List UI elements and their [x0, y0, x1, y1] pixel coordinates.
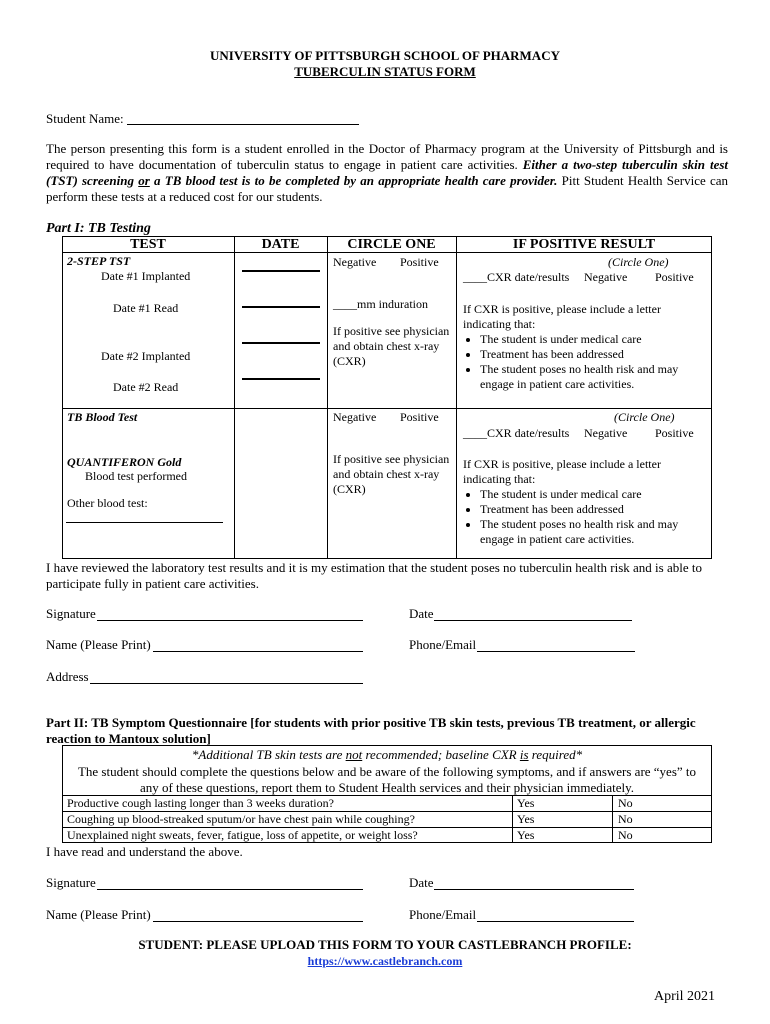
p2-name-field[interactable]	[153, 909, 363, 922]
date1-implanted-field[interactable]	[242, 270, 320, 272]
date2-implanted-label: Date #2 Implanted	[101, 349, 191, 363]
blood-bullet-1: • The student is under medical care	[480, 487, 703, 502]
tst-bullet-3: • The student poses no health risk and may engage in patient care activities.	[480, 362, 703, 392]
date2-read-label: Date #2 Read	[113, 380, 179, 394]
symptom-instructions: The student should complete the questions below and be aware of the following symptoms, and if answers are “yes” to any of these questions, report them to Student Health services and their physician immediately.	[77, 764, 697, 795]
tst-circle-one-note: (Circle One)	[608, 255, 669, 269]
p2-date-label: Date	[409, 875, 434, 890]
tst-cxr-positive[interactable]: Positive	[655, 270, 694, 284]
p1-signature-field[interactable]	[97, 608, 363, 621]
date1-implanted-label: Date #1 Implanted	[101, 269, 191, 283]
castlebranch-link[interactable]: https://www.castlebranch.com	[307, 954, 463, 968]
header-if-positive: IF POSITIVE RESULT	[512, 237, 656, 252]
blood-cxr-negative[interactable]: Negative	[584, 426, 628, 440]
review-statement: I have reviewed the laboratory test results and it is my estimation that the student poses no tuberculin health risk and is able to participate fully in patient care activities.	[46, 560, 702, 591]
p1-signature-label: Signature	[46, 606, 96, 621]
tst-cxr-negative[interactable]: Negative	[584, 270, 628, 284]
blood-cxr-positive[interactable]: Positive	[655, 426, 694, 440]
question-3-yes[interactable]: Yes	[517, 828, 535, 842]
p2-phone-field[interactable]	[477, 909, 634, 922]
other-blood-test-label: Other blood test:	[67, 496, 148, 510]
upload-instruction: STUDENT: PLEASE UPLOAD THIS FORM TO YOUR CASTLEBRANCH PROFILE:	[138, 937, 632, 952]
p1-phone-field[interactable]	[477, 639, 635, 652]
question-2-yes[interactable]: Yes	[517, 812, 535, 826]
tst-letter-note: If CXR is positive, please include a letter indicating that: • The student is under medical care • Treatment has been addressed • The student poses no health risk and may engage in patient care activities.	[463, 302, 703, 392]
question-2: Coughing up blood-streaked sputum/or have chest pain while coughing?	[67, 812, 415, 826]
p1-phone-label: Phone/Email	[409, 637, 477, 652]
student-name-label: Student Name:	[46, 111, 124, 126]
date2-implanted-field[interactable]	[242, 342, 320, 344]
p2-signature-field[interactable]	[97, 877, 363, 890]
tst-see-physician: If positive see physician and obtain chest x-ray (CXR)	[333, 324, 450, 368]
date1-read-label: Date #1 Read	[113, 301, 179, 315]
date1-read-field[interactable]	[242, 306, 320, 308]
quantiferon-label: QUANTIFERON Gold	[67, 455, 182, 469]
header-date: DATE	[261, 237, 300, 252]
date2-read-field[interactable]	[242, 378, 320, 380]
p2-phone-label: Phone/Email	[409, 907, 477, 922]
other-blood-test-field[interactable]	[66, 510, 223, 523]
p2-name-label: Name (Please Print)	[46, 907, 151, 922]
acknowledge-text: I have read and understand the above.	[46, 844, 243, 859]
tst-cxr-line[interactable]: ____CXR date/results	[463, 270, 570, 284]
p1-address-label: Address	[46, 669, 89, 684]
blood-bullet-2: • Treatment has been addressed	[480, 502, 703, 517]
blood-see-physician: If positive see physician and obtain chest x-ray (CXR)	[333, 452, 450, 496]
p1-name-field[interactable]	[153, 639, 363, 652]
form-date: April 2021	[654, 989, 716, 1004]
blood-circle-one-note: (Circle One)	[614, 410, 675, 424]
blood-cxr-line[interactable]: ____CXR date/results	[463, 426, 570, 440]
question-2-no[interactable]: No	[618, 812, 633, 826]
institution-title: UNIVERSITY OF PITTSBURGH SCHOOL OF PHARMACY	[210, 48, 560, 63]
tst-title: 2-STEP TST	[67, 254, 131, 268]
question-3: Unexplained night sweats, fever, fatigue, loss of appetite, or weight loss?	[67, 828, 418, 842]
blood-test-title: TB Blood Test	[67, 410, 138, 424]
p1-name-label: Name (Please Print)	[46, 637, 151, 652]
p1-date-field[interactable]	[434, 608, 632, 621]
question-3-no[interactable]: No	[618, 828, 633, 842]
tst-positive[interactable]: Positive	[400, 255, 439, 269]
p2-signature-label: Signature	[46, 875, 96, 890]
p2-date-field[interactable]	[434, 877, 634, 890]
p1-date-label: Date	[409, 606, 434, 621]
part2-title: Part II: TB Symptom Questionnaire [for students with prior positive TB skin tests, previous TB treatment, or allergic reaction to Mantoux solution]	[46, 715, 696, 746]
header-circle-one: CIRCLE ONE	[347, 237, 436, 252]
header-test: TEST	[130, 237, 166, 252]
blood-performed-label: Blood test performed	[85, 469, 187, 483]
tst-bullet-2: • Treatment has been addressed	[480, 347, 703, 362]
form-title: TUBERCULIN STATUS FORM	[294, 64, 476, 79]
intro-paragraph: The person presenting this form is a student enrolled in the Doctor of Pharmacy program at the University of Pittsburgh and is required to have documentation of tuberculin status to engage in patient care activities. Either a two-step tuberculin skin test (TST) screening or a TB blood test is to be completed by an appropriate health care provider. Pitt Student Health Service can perform these tests at a reduced cost for our students.	[46, 141, 729, 204]
tst-bullet-1: • The student is under medical care	[480, 332, 703, 347]
blood-letter-note: If CXR is positive, please include a letter indicating that: • The student is under medical care • Treatment has been addressed • The student poses no health risk and may engage in patient care activities.	[463, 457, 703, 547]
blood-negative[interactable]: Negative	[333, 410, 377, 424]
question-1: Productive cough lasting longer than 3 weeks duration?	[67, 796, 334, 810]
cxr-note: *Additional TB skin tests are not recommended; baseline CXR is required*	[191, 747, 583, 762]
question-1-yes[interactable]: Yes	[517, 796, 535, 810]
p1-address-field[interactable]	[90, 671, 363, 684]
question-1-no[interactable]: No	[618, 796, 633, 810]
blood-positive[interactable]: Positive	[400, 410, 439, 424]
blood-bullet-3: • The student poses no health risk and may engage in patient care activities.	[480, 517, 703, 547]
part1-title: Part I: TB Testing	[46, 221, 151, 236]
tst-negative[interactable]: Negative	[333, 255, 377, 269]
tst-induration[interactable]: ____mm induration	[333, 297, 428, 311]
student-name-field[interactable]	[127, 112, 359, 125]
